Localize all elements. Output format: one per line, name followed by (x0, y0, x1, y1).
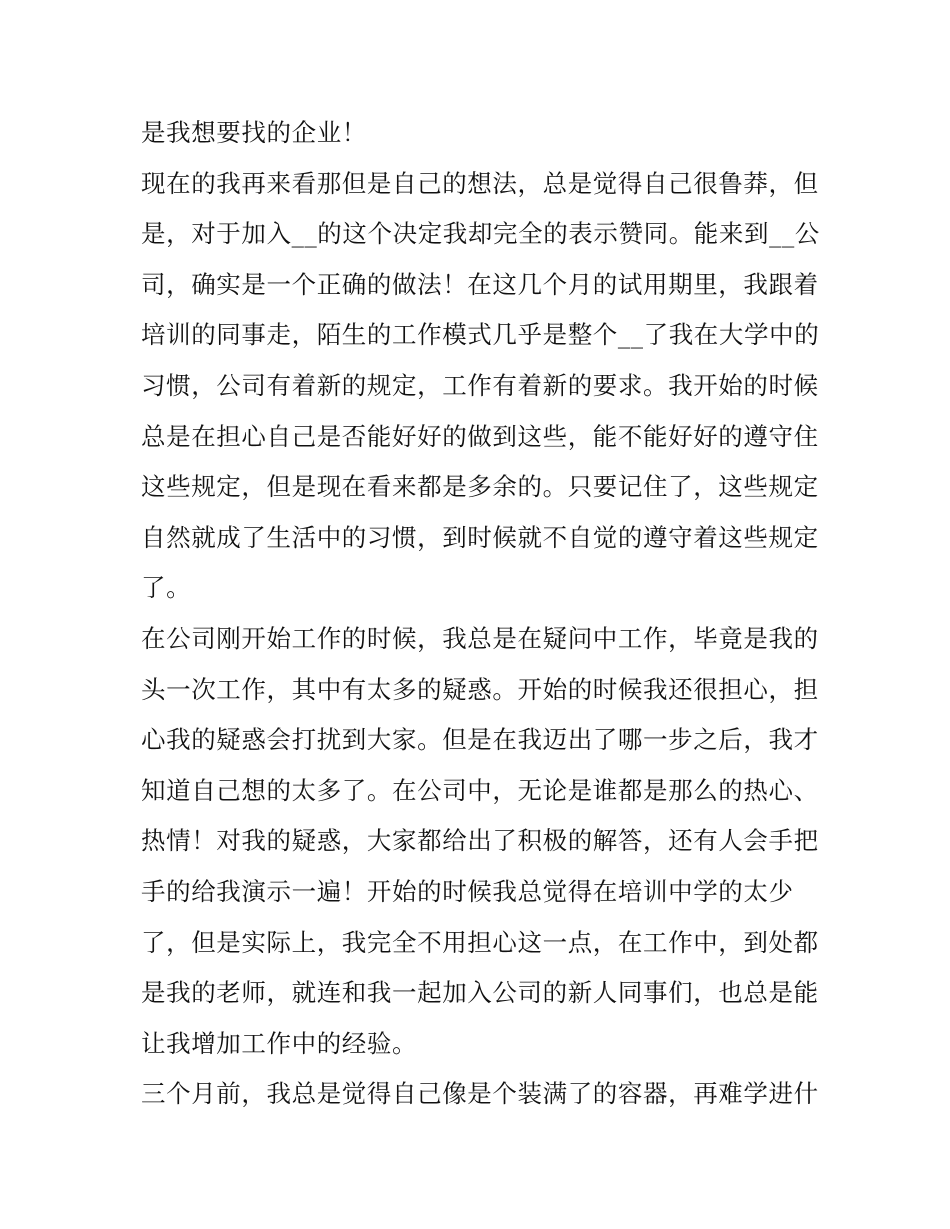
text-line: 头一次工作，其中有太多的疑惑。开始的时候我还很担心，担 (141, 674, 819, 704)
text-line: 自然就成了生活中的习惯，到时候就不自觉的遵守着这些规定 (141, 522, 819, 552)
text-line: 是，对于加入__的这个决定我却完全的表示赞同。能来到__公 (141, 219, 820, 249)
text-line: 了，但是实际上，我完全不用担心这一点，在工作中，到处都 (141, 927, 819, 957)
text-line: 知道自己想的太多了。在公司中，无论是谁都是那么的热心、 (141, 775, 819, 805)
text-line: 司，确实是一个正确的做法！在这几个月的试用期里，我跟着 (141, 269, 819, 299)
text-line: 在公司刚开始工作的时候，我总是在疑问中工作，毕竟是我的 (141, 623, 819, 653)
text-line: 现在的我再来看那但是自己的想法，总是觉得自己很鲁莽，但 (141, 168, 819, 198)
document-body (141, 108, 821, 1120)
text-line: 心我的疑惑会打扰到大家。但是在我迈出了哪一步之后，我才 (141, 725, 819, 755)
text-line: 总是在担心自己是否能好好的做到这些，能不能好好的遵守住 (141, 421, 819, 451)
text-line: 了。 (141, 573, 192, 603)
text-line: 是我的老师，就连和我一起加入公司的新人同事们，也总是能 (141, 978, 819, 1008)
text-line: 热情！对我的疑惑，大家都给出了积极的解答，还有人会手把 (141, 826, 819, 856)
text-line: 三个月前，我总是觉得自己像是个装满了的容器，再难学进什 (141, 1079, 819, 1109)
text-line: 让我增加工作中的经验。 (141, 1028, 418, 1058)
text-line: 这些规定，但是现在看来都是多余的。只要记住了，这些规定 (141, 472, 819, 502)
text-line: 是我想要找的企业！ (141, 118, 367, 147)
text-line: 培训的同事走，陌生的工作模式几乎是整个__了我在大学中的 (141, 320, 820, 350)
text-line: 习惯，公司有着新的规定，工作有着新的要求。我开始的时候 (141, 370, 819, 400)
text-line: 手的给我演示一遍！开始的时候我总觉得在培训中学的太少 (141, 876, 794, 906)
